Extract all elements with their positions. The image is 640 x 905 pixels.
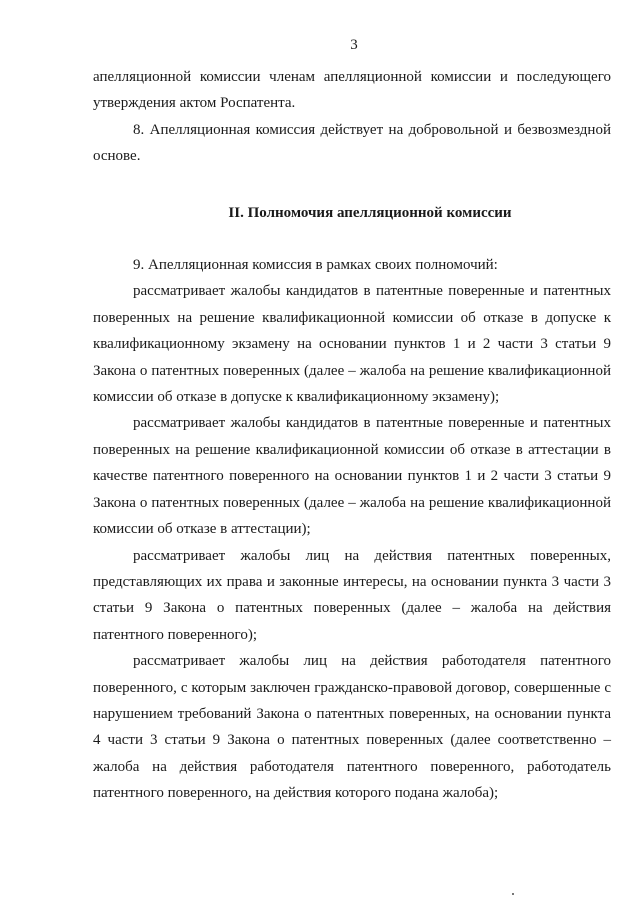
paragraph-complaint-attestation: рассматривает жалобы кандидатов в патентные поверенные и патентных поверенных на решение квалификационной комиссии об отказе в аттестации в качестве патентного поверенного на основании пунктов 1 и 2 части 3 статьи 9 Закона о патентных поверенных (далее – жалоба на решение квалификационной комиссии об отказе в аттестации); (93, 415, 611, 538)
paragraph-complaint-employer-actions: рассматривает жалобы лиц на действия работодателя патентного поверенного, с которым заключен гражданско-правовой договор, совершенные с нарушением требований Закона о патентных поверенных, на основании пункта 4 части 3 статьи 9 Закона о патентных поверенных (далее соответственно – жалоба на действия работодателя патентного поверенного, работодатель патентного поверенного, на действия которого подана жалоба); (93, 653, 611, 802)
paragraph-continuation: апелляционной комиссии членам апелляционной комиссии и последующего утверждения актом Роспатента. (93, 69, 611, 112)
section-heading: II. Полномочия апелляционной комиссии (228, 204, 512, 221)
paragraph-item-9: 9. Апелляционная комиссия в рамках своих полномочий: (133, 257, 498, 274)
paragraph-complaint-admission: рассматривает жалобы кандидатов в патентные поверенные и патентных поверенных на решение квалификационной комиссии об отказе в допуске к квалификационному экзамену на основании пунктов 1 и 2 части 3 статьи 9 Закона о патентных поверенных (далее – жалоба на решение квалификационной комиссии об отказе в допуске к квалификационному экзамену); (93, 283, 611, 406)
paragraph-complaint-attorney-actions: рассматривает жалобы лиц на действия патентных поверенных, представляющих их права и законные интересы, на основании пункта 3 части 3 статьи 9 Закона о патентных поверенных (далее – жалоба на действия патентного поверенного); (93, 547, 611, 643)
page-number: 3 (350, 37, 358, 53)
document-body (93, 64, 611, 807)
paragraph-item-8: 8. Апелляционная комиссия действует на добровольной и безвозмездной основе. (93, 121, 611, 165)
scan-speck (512, 893, 514, 895)
